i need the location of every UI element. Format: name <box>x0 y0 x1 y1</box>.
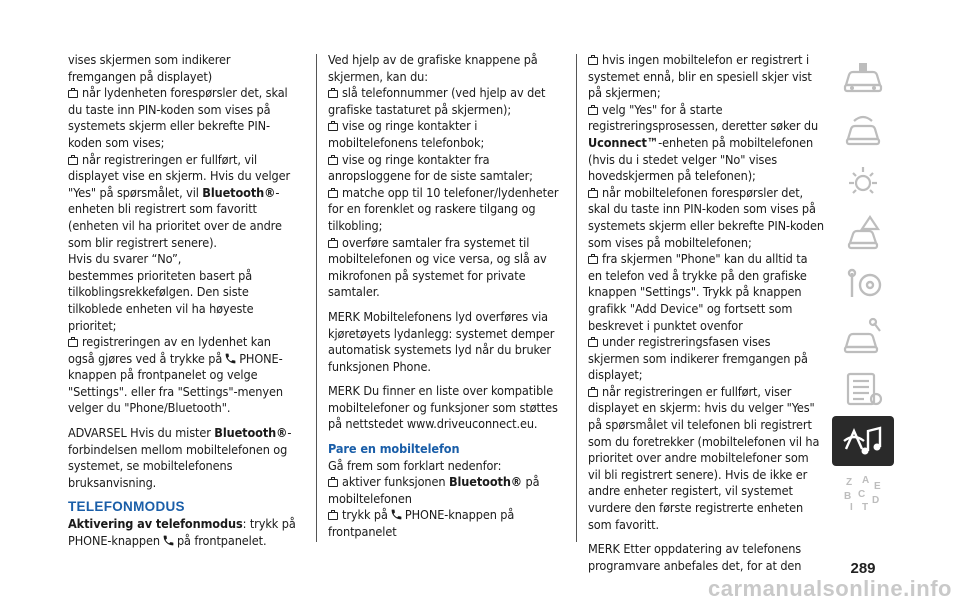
tab-car-info[interactable] <box>832 52 894 102</box>
bullet-item: slå telefonnummer (ved hjelp av det grafiske tastaturet på skjermen); <box>328 85 546 117</box>
text-column-3 <box>588 52 824 574</box>
tab-dashboard[interactable] <box>832 156 894 206</box>
car-bullet-icon <box>588 339 598 347</box>
bullet-item: vise og ringe kontakter fra anropsloggene for de siste samtaler; <box>328 151 533 184</box>
subsection-heading: Pare en mobiltelefon <box>328 441 460 457</box>
svg-text:D: D <box>872 495 880 506</box>
car-bullet-icon <box>588 389 598 397</box>
svg-text:Z: Z <box>846 477 853 488</box>
car-bullet-icon <box>68 157 78 165</box>
svg-text:C: C <box>858 489 866 500</box>
car-bullet-icon <box>588 256 598 264</box>
bullet-item: matche opp til 10 telefoner/lydenheter for en forenklet og raskere tilgang og tilkobling; <box>328 184 559 233</box>
bullet-item: aktiver funksjonen Bluetooth® på mobiltelefonen <box>328 474 540 506</box>
car-bullet-icon <box>328 123 338 131</box>
car-bullet-icon <box>588 190 598 198</box>
car-info-icon <box>840 57 886 97</box>
tab-car-safety[interactable] <box>832 104 894 154</box>
phone-icon <box>390 508 403 521</box>
paragraph: Ved hjelp av de grafiske knappene på skjermen, kan du: <box>328 52 538 84</box>
tab-multimedia[interactable] <box>832 416 894 466</box>
multimedia-icon <box>840 421 886 461</box>
wrench-steering-icon <box>840 265 886 305</box>
bullet-item: vise og ringe kontakter i mobiltelefonens telefonbok; <box>328 118 485 150</box>
svg-text:B: B <box>844 491 852 502</box>
tab-alphabet-index[interactable] <box>832 468 894 518</box>
svg-text:I: I <box>850 502 853 513</box>
bullet-item: trykk på PHONE-knappen på frontpanelet <box>328 507 515 540</box>
car-safety-icon <box>840 109 886 149</box>
column-divider <box>316 54 317 542</box>
note-paragraph: MERK Du finner en liste over kompatible mobiltelefoner og funksjoner som støttes på nettstedet www.driveuconnect.eu. <box>328 383 558 432</box>
car-bullet-icon <box>328 157 338 165</box>
tab-warning[interactable] <box>832 208 894 258</box>
car-bullet-icon <box>328 479 338 487</box>
bullet-item: fra skjermen "Phone" kan du alltid ta en telefon ved å trykke på den grafiske knappen "Settings". Trykk på knappen grafikk "Add Device" og fortsett som beskrevet i punktet ovenfor <box>588 251 808 333</box>
paragraph: Hvis du svarer “No”, <box>68 251 182 267</box>
car-bullet-icon <box>328 190 338 198</box>
column-divider <box>576 54 577 542</box>
page-number: 289 <box>850 560 876 577</box>
svg-text:E: E <box>874 481 881 492</box>
car-service-icon <box>840 317 886 357</box>
car-bullet-icon <box>68 90 78 98</box>
alphabet-index-icon <box>840 473 886 513</box>
paragraph: PHONE-knappen på frontpanelet. <box>68 532 267 548</box>
bullet-item: når registreringen er fullført, viser displayet en skjerm: hvis du velger "Yes" på spørsmålet vil telefonen bli registrert som du foretrekker (mobiltelefonen vil ha prioritet over andre mobiltelefoner som vil bli registrert senere). Hvis de ikke er andre enheter registert, vil systemet vurdere den første registrerte enheten som favoritt. <box>588 383 820 532</box>
car-bullet-icon <box>328 512 338 520</box>
paragraph: Gå frem som forklart nedenfor: <box>328 457 502 473</box>
svg-text:T: T <box>862 502 869 513</box>
paragraph: bestemmes prioriteten basert på tilkoblingsrekkefølgen. Den siste tilkoblede enheten vil ha høyeste prioritet; <box>68 267 254 333</box>
spec-list-icon <box>840 369 886 409</box>
bullet-item: når registreringen er fullført, vil displayet vise en skjerm. Hvis du velger "Yes" på spørsmålet, vil Bluetooth®-enheten bli registrert som favoritt (enheten vil ha prioritet over de andre som blir registrert senere). <box>68 151 291 250</box>
car-bullet-icon <box>588 107 598 115</box>
bullet-item: under registreringsfasen vises skjermen som indikerer fremgangen på displayet; <box>588 334 808 383</box>
bullet-item: når lydenheten forespørsler det, skal du taste inn PIN-koden som vises på systemets skjerm eller bekrefte PIN-koden som vises; <box>68 85 288 150</box>
warning-paragraph: ADVARSEL Hvis du mister Bluetooth®-forbindelsen mellom mobiltelefonen og systemet, se mobiltelefonens bruksanvisning. <box>68 425 292 490</box>
svg-text:A: A <box>862 475 870 486</box>
watermark: carmanualsonline.info <box>708 576 952 601</box>
bullet-item: registreringen av en lydenhet kan også gjøres ved å trykke på PHONE-knappen på frontpanelet og velge "Settings". eller fra "Settings"-menyen velger du "Phone/Bluetooth". <box>68 334 283 416</box>
text-column-1 <box>68 52 300 549</box>
bullet-item: hvis ingen mobiltelefon er registrert i systemet ennå, blir en spesiell skjer vist på skjermen; <box>588 52 812 101</box>
tab-specs[interactable] <box>832 364 894 414</box>
text-column-2 <box>328 52 564 541</box>
tab-maintenance[interactable] <box>832 312 894 362</box>
car-bullet-icon <box>328 240 338 248</box>
tab-service[interactable] <box>832 260 894 310</box>
paragraph: vises skjermen som indikerer fremgangen på displayet) <box>68 52 231 84</box>
section-heading: TELEFONMODUS <box>68 499 185 515</box>
paragraph: Aktivering av telefonmodus: trykk på <box>68 516 296 532</box>
bullet-item: overføre samtaler fra systemet til mobiltelefonen og vice versa, og slå av mikrofonen på systemet for private samtaler. <box>328 234 547 300</box>
sun-dashboard-icon <box>840 161 886 201</box>
phone-icon <box>162 534 175 547</box>
bullet-item: velg "Yes" for å starte registreringsprosessen, deretter søker du Uconnect™-enheten på mobiltelefonen (hvis du i stedet velger "No" vises hovedskjermen på telefonen); <box>588 101 819 184</box>
car-bullet-icon <box>328 90 338 98</box>
bullet-item: når mobiltelefonen forespørsler det, skal du taste inn PIN-koden som vises på systemets skjerm eller bekrefte PIN-koden som vises på mobiltelefonen; <box>588 184 824 250</box>
car-bullet-icon <box>68 339 78 347</box>
note-paragraph: MERK Mobiltelefonens lyd overføres via kjøretøyets lydanlegg: systemet demper automatisk systemets lyd når du bruker funksjonen Phone. <box>328 308 555 374</box>
note-paragraph: MERK Etter oppdatering av telefonens programvare anbefales det, for at den <box>588 541 802 573</box>
car-bullet-icon <box>588 57 598 65</box>
phone-icon <box>224 352 237 365</box>
warning-car-icon <box>840 213 886 253</box>
